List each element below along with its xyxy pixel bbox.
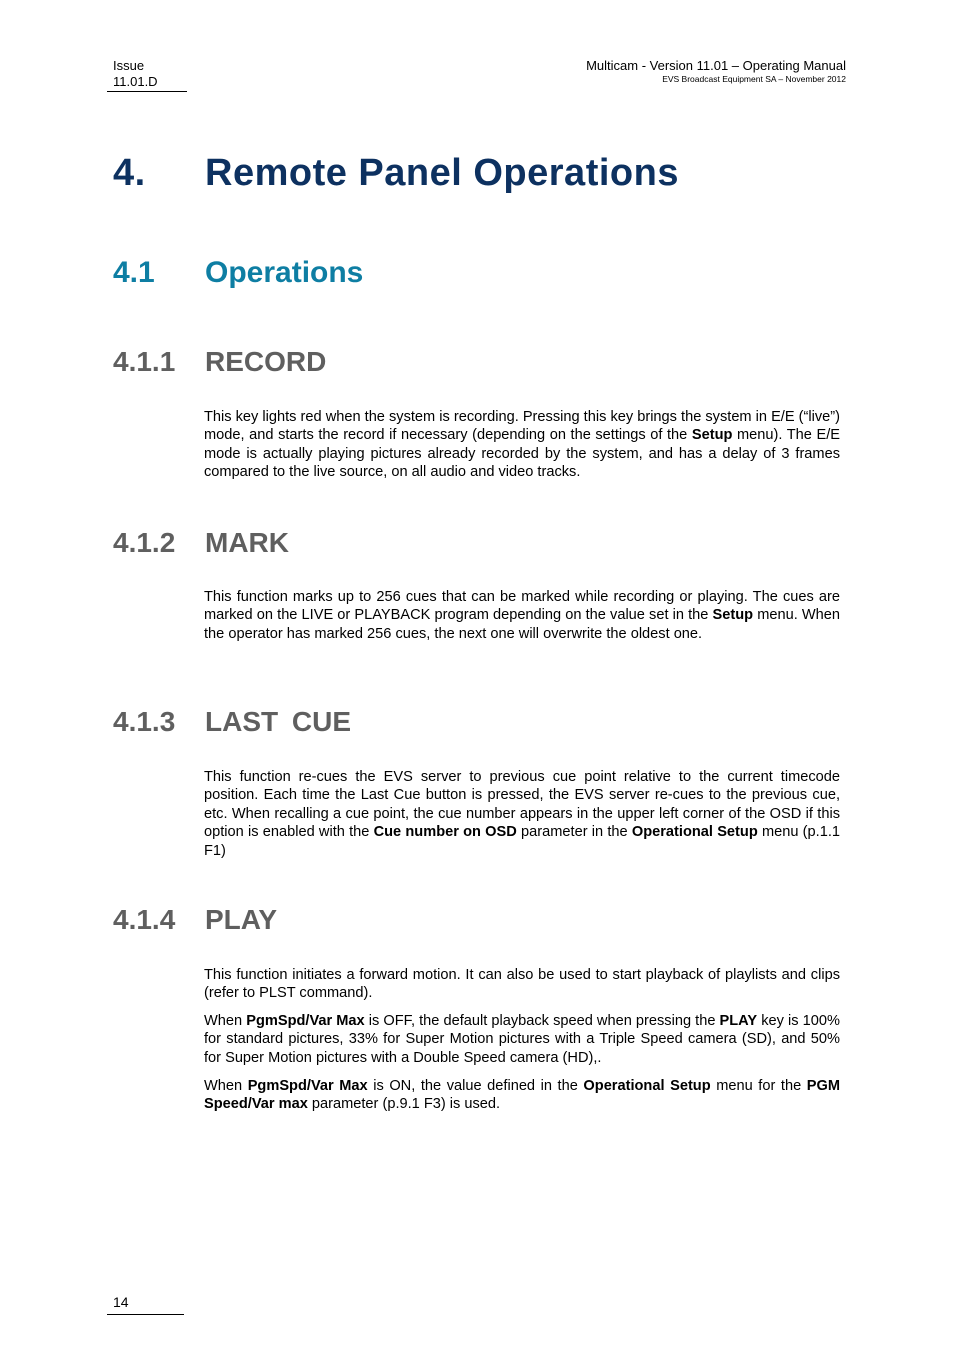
subsection-title: RECORD <box>205 346 327 377</box>
subsection-number: 4.1.4 <box>113 904 176 935</box>
text-run: This function marks up to 256 cues that can be marked while recording or playing. The cues are marked on the LIVE or PLAYBACK program depending on the value set in the <box>204 589 840 624</box>
document-subtitle: EVS Broadcast Equipment SA – November 2012 <box>662 74 846 84</box>
section-heading <box>113 256 363 290</box>
bold-run: Cue number on OSD <box>373 824 517 841</box>
subsection-number: 4.1.3 <box>113 706 176 737</box>
footer-rule <box>107 1314 184 1315</box>
subsection-title: PLAY <box>205 904 278 935</box>
issue-label: Issue <box>113 58 145 73</box>
text-run: menu). The E/E mode is actually playing pictures already recorded by the system, and has a delay of 3 frames compared to the live source, on all audio and video tracks. <box>204 427 840 481</box>
text-run: This function initiates a forward motion. It can also be used to start playback of playlists and clips (refer to PLST command). <box>204 967 840 1002</box>
text-run: parameter in the <box>516 824 632 841</box>
bold-run: PGM Speed/Var max <box>204 1078 841 1113</box>
subsection-title: LAST CUE <box>205 706 351 737</box>
section-number: 4.1 <box>113 256 155 289</box>
chapter-number: 4. <box>113 152 146 194</box>
chapter-heading <box>113 152 679 195</box>
subsection-number: 4.1.1 <box>113 346 176 377</box>
text-run: This key lights red when the system is recording. Pressing this key brings the system in E/E (“live”) mode, and starts the record if necessary (depending on the settings of the <box>204 409 840 444</box>
text-run: menu (p.1.1 F1) <box>204 824 841 859</box>
document-title: Multicam - Version 11.01 – Operating Manual <box>586 58 846 73</box>
subsection-title: MARK <box>205 527 289 558</box>
bold-run: PLAY <box>719 1013 758 1029</box>
subsection-heading-play <box>113 904 277 936</box>
subsection-heading-last-cue <box>113 706 351 738</box>
text-run: parameter (p.9.1 F3) is used. <box>307 1096 501 1113</box>
paragraph-play-3 <box>204 1077 840 1114</box>
bold-run: Setup <box>691 427 733 444</box>
page-number: 14 <box>113 1294 129 1310</box>
issue-number: 11.01.D <box>113 74 158 89</box>
paragraph-play-2 <box>204 1012 840 1067</box>
bold-run: Setup <box>712 607 754 624</box>
bold-run: Operational Setup <box>631 824 758 841</box>
subsection-heading-record <box>113 346 326 378</box>
bold-run: Operational Setup <box>583 1078 711 1094</box>
bold-run: PgmSpd/Var Max <box>246 1013 365 1029</box>
text-run: is OFF, the default playback speed when pressing the <box>364 1013 720 1029</box>
paragraph-last-cue <box>204 768 840 860</box>
chapter-title: Remote Panel Operations <box>205 152 679 194</box>
subsection-number: 4.1.2 <box>113 527 176 558</box>
header-issue <box>113 58 158 90</box>
text-run: When <box>204 1078 248 1094</box>
paragraph-record <box>204 408 840 482</box>
bold-run: PgmSpd/Var Max <box>247 1078 368 1094</box>
subsection-heading-mark <box>113 527 289 559</box>
header-title-block <box>586 58 846 85</box>
text-run: When <box>204 1013 247 1029</box>
text-run: menu. When the operator has marked 256 cues, the next one will overwrite the oldest one. <box>204 607 841 642</box>
text-run: This function re-cues the EVS server to previous cue point relative to the current timecode position. Each time the Last Cue button is pressed, the EVS server re-cues to the previous cue, etc. When recalling a cue point, the cue number appears in the upper left corner of the OSD if this option is enabled with the <box>204 769 840 841</box>
text-run: menu for the <box>710 1078 807 1094</box>
text-run: is ON, the value defined in the <box>367 1078 584 1094</box>
section-title: Operations <box>205 256 364 289</box>
header-rule <box>107 91 187 92</box>
paragraph-mark <box>204 588 840 643</box>
paragraph-play-1 <box>204 966 840 1003</box>
text-run: key is 100% for standard pictures, 33% for Super Motion pictures with a Triple Speed camera (SD), and 50% for Super Motion pictures with a Double Speed camera (HD),. <box>204 1013 840 1066</box>
